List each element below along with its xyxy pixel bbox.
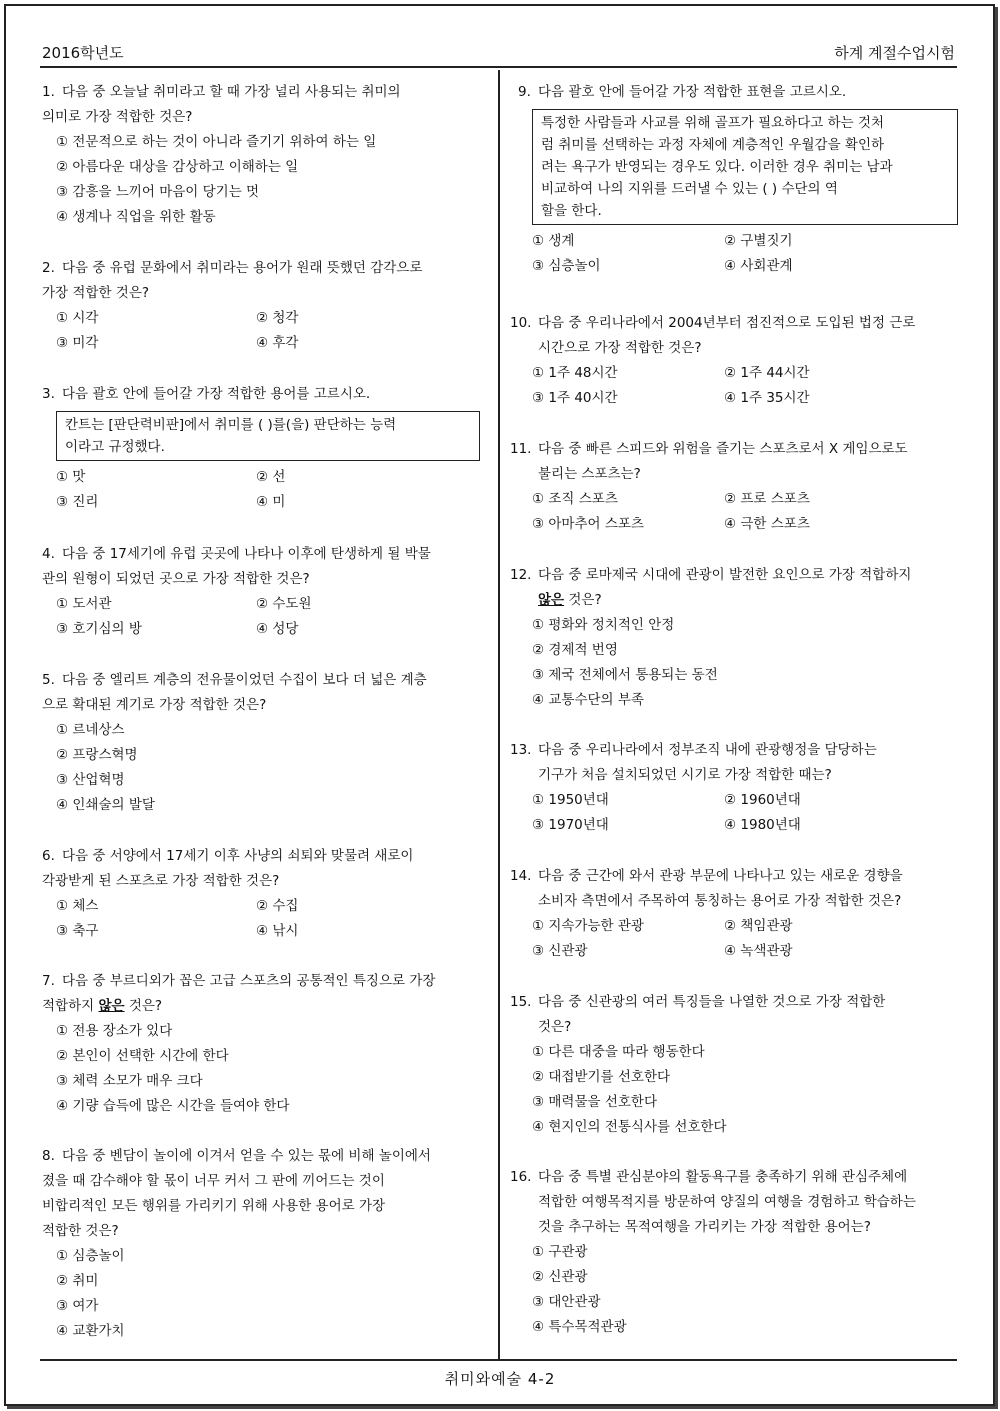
school-year: 2016학년도: [42, 44, 124, 62]
option-1[interactable]: ① 1주 48시간: [532, 365, 618, 381]
option-2[interactable]: ② 구별짓기: [724, 233, 793, 249]
question-2: 2. 다음 중 유럽 문화에서 취미라는 용어가 원래 뜻했던 감각으로 가장 적합한 것은? ① 시각 ② 청각 ③ 미각 ④ 후각: [42, 256, 490, 356]
option-1[interactable]: ① 맛: [56, 469, 86, 485]
option-4[interactable]: ④ 기량 습득에 많은 시간을 들여야 한다: [56, 1098, 290, 1114]
page-header: [40, 42, 957, 68]
option-3[interactable]: ③ 제국 전체에서 통용되는 동전: [532, 667, 718, 683]
question-3: 3. 다음 괄호 안에 들어갈 가장 적합한 용어를 고르시오. 칸트는 [판단력비판]에서 취미를 ( )를(을) 판단하는 능력 이라고 규정했다. ① 맛 ② 선 ③ 진리 ④ 미: [42, 382, 490, 515]
option-3[interactable]: ③ 호기심의 방: [56, 621, 142, 637]
question-14: 14. 다음 중 근간에 와서 관광 부문에 나타나고 있는 새로운 경향을 소비자 측면에서 주목하여 통칭하는 용어로 가장 적합한 것은? ① 지속가능한 관광 ② 책임관광 ③ 신관광 ④ 녹색관광: [510, 864, 958, 964]
option-4[interactable]: ④ 사회관계: [724, 258, 793, 274]
question-6: 6. 다음 중 서양에서 17세기 이후 사냥의 쇠퇴와 맞물려 새로이 각광받게 된 스포츠로 가장 적합한 것은? ① 체스 ② 수집 ③ 축구 ④ 낚시: [42, 844, 490, 944]
option-4[interactable]: ④ 생계나 직업을 위한 활동: [56, 209, 216, 225]
option-2[interactable]: ② 취미: [56, 1273, 99, 1289]
option-2[interactable]: ② 아름다운 대상을 감상하고 이해하는 일: [56, 159, 299, 175]
option-4[interactable]: ④ 성당: [256, 621, 299, 637]
option-2[interactable]: ② 프로 스포츠: [724, 491, 810, 507]
option-4[interactable]: ④ 특수목적관광: [532, 1319, 627, 1335]
option-3[interactable]: ③ 1970년대: [532, 817, 609, 833]
option-3[interactable]: ③ 신관광: [532, 943, 588, 959]
option-3[interactable]: ③ 체력 소모가 매우 크다: [56, 1073, 203, 1089]
option-3[interactable]: ③ 1주 40시간: [532, 390, 618, 406]
option-2[interactable]: ② 경제적 번영: [532, 642, 618, 658]
option-1[interactable]: ① 시각: [56, 310, 99, 326]
option-3[interactable]: ③ 감흥을 느끼어 마음이 당기는 멋: [56, 184, 260, 200]
column-divider: [498, 70, 500, 1360]
option-3[interactable]: ③ 아마추어 스포츠: [532, 516, 644, 532]
option-4[interactable]: ④ 미: [256, 494, 286, 510]
emphasis-not: 않은: [538, 592, 565, 608]
question-7: 7. 다음 중 부르디외가 꼽은 고급 스포츠의 공통적인 특징으로 가장 적합하지 않은 것은? ① 전용 장소가 있다 ② 본인이 선택한 시간에 한다 ③ 체력 소모가 매우 크다 ④ 기량 습득에 많은 시간을 들여야 한다: [42, 969, 490, 1119]
option-4[interactable]: ④ 극한 스포츠: [724, 516, 810, 532]
question-10: 10. 다음 중 우리나라에서 2004년부터 점진적으로 도입된 법정 근로 시간으로 가장 적합한 것은? ① 1주 48시간 ② 1주 44시간 ③ 1주 40시간 ④ 1주 35시간: [510, 311, 958, 411]
option-3[interactable]: ③ 여가: [56, 1298, 99, 1314]
footer-divider: [40, 1359, 957, 1361]
option-2[interactable]: ② 수도원: [256, 596, 312, 612]
option-1[interactable]: ① 생계: [532, 233, 575, 249]
option-2[interactable]: ② 청각: [256, 310, 299, 326]
option-1[interactable]: ① 구관광: [532, 1244, 588, 1260]
quote-box: 특정한 사람들과 사교를 위해 골프가 필요하다고 하는 것처 럼 취미를 선택하는 과정 자체에 계층적인 우월감을 확인하 려는 욕구가 반영되는 경우도 있다. 이러한 경우 취미는 남과 비교하여 나의 지위를 드러낼 수 있는 ( ) 수단의 역 할을 한다.: [532, 109, 958, 225]
option-4[interactable]: ④ 1주 35시간: [724, 390, 810, 406]
option-4[interactable]: ④ 인쇄술의 발달: [56, 797, 155, 813]
option-3[interactable]: ③ 진리: [56, 494, 99, 510]
emphasis-not: 않은: [98, 998, 125, 1014]
option-4[interactable]: ④ 현지인의 전통식사를 선호한다: [532, 1119, 727, 1135]
option-4[interactable]: ④ 녹색관광: [724, 943, 793, 959]
option-3[interactable]: ③ 산업혁명: [56, 772, 125, 788]
option-1[interactable]: ① 조직 스포츠: [532, 491, 618, 507]
option-4[interactable]: ④ 후각: [256, 335, 299, 351]
option-1[interactable]: ① 평화와 정치적인 안정: [532, 617, 675, 633]
option-4[interactable]: ④ 1980년대: [724, 817, 801, 833]
option-3[interactable]: ③ 매력물을 선호한다: [532, 1094, 658, 1110]
option-4[interactable]: ④ 낚시: [256, 923, 299, 939]
option-1[interactable]: ① 심층놀이: [56, 1248, 125, 1264]
option-2[interactable]: ② 수집: [256, 898, 299, 914]
option-4[interactable]: ④ 교환가치: [56, 1323, 125, 1339]
option-3[interactable]: ③ 미각: [56, 335, 99, 351]
exam-title: 하계 계절수업시험: [834, 44, 955, 62]
question-4: 4. 다음 중 17세기에 유럽 곳곳에 나타나 이후에 탄생하게 될 박물 관의 원형이 되었던 곳으로 가장 적합한 것은? ① 도서관 ② 수도원 ③ 호기심의 방 ④ 성당: [42, 542, 490, 642]
question-5: 5. 다음 중 엘리트 계층의 전유물이었던 수집이 보다 더 넓은 계층 으로 확대된 계기로 가장 적합한 것은? ① 르네상스 ② 프랑스혁명 ③ 산업혁명 ④ 인쇄술의 발달: [42, 668, 490, 818]
page-footer: 취미와예술 4-2: [444, 1370, 556, 1388]
question-11: 11. 다음 중 빠른 스피드와 위험을 즐기는 스포츠로서 X 게임으로도 불리는 스포츠는? ① 조직 스포츠 ② 프로 스포츠 ③ 아마추어 스포츠 ④ 극한 스포츠: [510, 437, 958, 537]
quote-box: 칸트는 [판단력비판]에서 취미를 ( )를(을) 판단하는 능력 이라고 규정했다.: [56, 411, 480, 461]
option-2[interactable]: ② 대접받기를 선호한다: [532, 1069, 671, 1085]
option-3[interactable]: ③ 심층놀이: [532, 258, 601, 274]
option-1[interactable]: ① 르네상스: [56, 722, 125, 738]
option-2[interactable]: ② 신관광: [532, 1269, 588, 1285]
option-1[interactable]: ① 1950년대: [532, 792, 609, 808]
option-2[interactable]: ② 1주 44시간: [724, 365, 810, 381]
question-15: 15. 다음 중 신관광의 여러 특징들을 나열한 것으로 가장 적합한 것은? ① 다른 대중을 따라 행동한다 ② 대접받기를 선호한다 ③ 매력물을 선호한다 ④ 현지인의 전통식사를 선호한다: [510, 990, 958, 1140]
option-1[interactable]: ① 도서관: [56, 596, 112, 612]
question-stem: 1. 다음 중 오늘날 취미라고 할 때 가장 널리 사용되는 취미의: [42, 84, 401, 100]
option-1[interactable]: ① 전문적으로 하는 것이 아니라 즐기기 위하여 하는 일: [56, 134, 377, 150]
option-2[interactable]: ② 본인이 선택한 시간에 한다: [56, 1048, 229, 1064]
option-1[interactable]: ① 전용 장소가 있다: [56, 1023, 173, 1039]
option-4[interactable]: ④ 교통수단의 부족: [532, 692, 644, 708]
option-2[interactable]: ② 선: [256, 469, 286, 485]
question-1: 1. 다음 중 오늘날 취미라고 할 때 가장 널리 사용되는 취미의 의미로 가장 적합한 것은? ① 전문적으로 하는 것이 아니라 즐기기 위하여 하는 일 ② 아름다운 대상을 감상하고 이해하는 일 ③ 감흥을 느끼어 마음이 당기는 멋 ④ 생계나 직업을 위한 활동: [42, 80, 490, 230]
option-3[interactable]: ③ 축구: [56, 923, 99, 939]
question-13: 13. 다음 중 우리나라에서 정부조직 내에 관광행정을 담당하는 기구가 처음 설치되었던 시기로 가장 적합한 때는? ① 1950년대 ② 1960년대 ③ 1970년대 ④ 1980년대: [510, 738, 958, 838]
option-2[interactable]: ② 1960년대: [724, 792, 801, 808]
question-12: 12. 다음 중 로마제국 시대에 관광이 발전한 요인으로 가장 적합하지 않은 것은? ① 평화와 정치적인 안정 ② 경제적 번영 ③ 제국 전체에서 통용되는 동전 ④ 교통수단의 부족: [510, 563, 958, 713]
option-2[interactable]: ② 프랑스혁명: [56, 747, 138, 763]
option-1[interactable]: ① 체스: [56, 898, 99, 914]
question-9: 9. 다음 괄호 안에 들어갈 가장 적합한 표현을 고르시오. 특정한 사람들과 사교를 위해 골프가 필요하다고 하는 것처 럼 취미를 선택하는 과정 자체에 계층적인 우월감을 확인하 려는 욕구가 반영되는 경우도 있다. 이러한 경우 취미는 남과 비교하여 나의 지위를 드러낼 수 있는 ( ) 수단의 역 할을 한다. ① 생계 ② 구별짓기 ③ 심층놀이 ④ 사회관계: [510, 80, 958, 279]
option-2[interactable]: ② 책임관광: [724, 918, 793, 934]
option-1[interactable]: ① 지속가능한 관광: [532, 918, 644, 934]
question-8: 8. 다음 중 벤담이 놀이에 이겨서 얻을 수 있는 몫에 비해 놀이에서 졌을 때 감수해야 할 몫이 너무 커서 그 판에 끼어드는 것이 비합리적인 모든 행위를 가리키기 위해 사용한 용어로 가장 적합한 것은? ① 심층놀이 ② 취미 ③ 여가 ④ 교환가치: [42, 1144, 490, 1344]
option-1[interactable]: ① 다른 대중을 따라 행동한다: [532, 1044, 705, 1060]
question-16: 16. 다음 중 특별 관심분야의 활동욕구를 충족하기 위해 관심주체에 적합한 여행목적지를 방문하여 양질의 여행을 경험하고 학습하는 것을 추구하는 목적여행을 가리키는 가장 적합한 용어는? ① 구관광 ② 신관광 ③ 대안관광 ④ 특수목적관광: [510, 1165, 958, 1340]
option-3[interactable]: ③ 대안관광: [532, 1294, 601, 1310]
